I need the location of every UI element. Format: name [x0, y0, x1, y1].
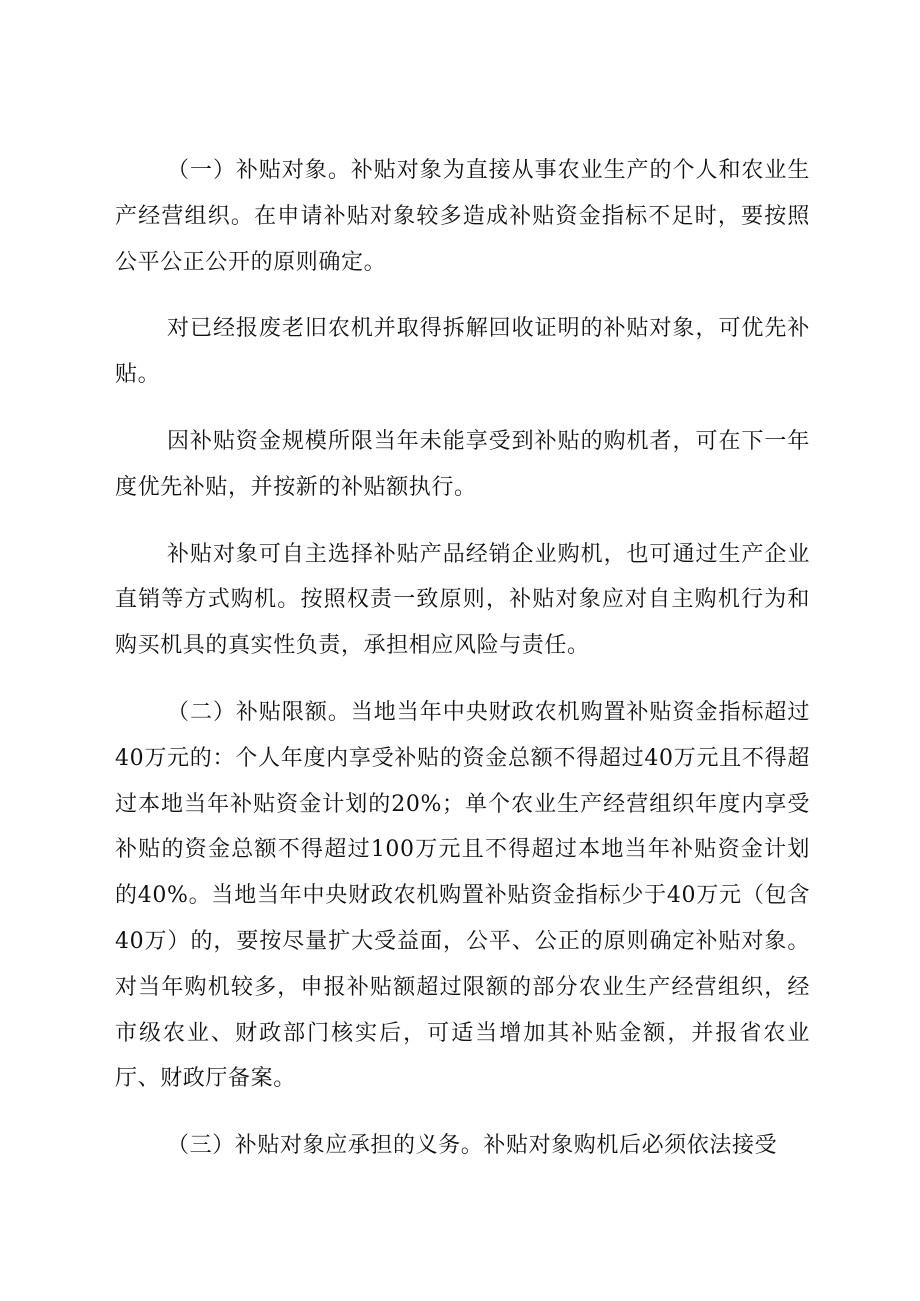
paragraph-scrapped-machinery-priority: 对已经报废老旧农机并取得拆解回收证明的补贴对象，可优先补贴。: [115, 316, 810, 388]
paragraph-eligible-recipients: （一）补贴对象。补贴对象为直接从事农业生产的个人和农业生产经营组织。在申请补贴对象较多造成补贴资金指标不足时，要按照公平公正公开的原则确定。: [115, 158, 810, 275]
paragraph-subsidy-limits: （二）补贴限额。当地当年中央财政农机购置补贴资金指标超过40万元的：个人年度内享受补贴的资金总额不得超过40万元且不得超过本地当年补贴资金计划的20%；单个农业生产经营组织年度内享受补贴的资金总额不得超过100万元且不得超过本地当年补贴资金计划的40%。当地当年中央财政农机购置补贴资金指标少于40万元（包含40万）的，要按尽量扩大受益面，公平、公正的原则确定补贴对象。对当年购机较多，申报补贴额超过限额的部分农业生产经营组织，经市级农业、财政部门核实后，可适当增加其补贴金额，并报省农业厅、财政厅备案。: [115, 699, 810, 1092]
document-body: [115, 148, 810, 1169]
paragraph-recipient-obligations: （三）补贴对象应承担的义务。补贴对象购机后必须依法接受: [167, 1133, 778, 1159]
paragraph-purchase-choice: 补贴对象可自主选择补贴产品经销企业购机，也可通过生产企业直销等方式购机。按照权责一致原则，补贴对象应对自主购机行为和购买机具的真实性负责，承担相应风险与责任。: [115, 541, 810, 659]
paragraph-next-year-priority: 因补贴资金规模所限当年未能享受到补贴的购机者，可在下一年度优先补贴，并按新的补贴额执行。: [115, 428, 810, 500]
